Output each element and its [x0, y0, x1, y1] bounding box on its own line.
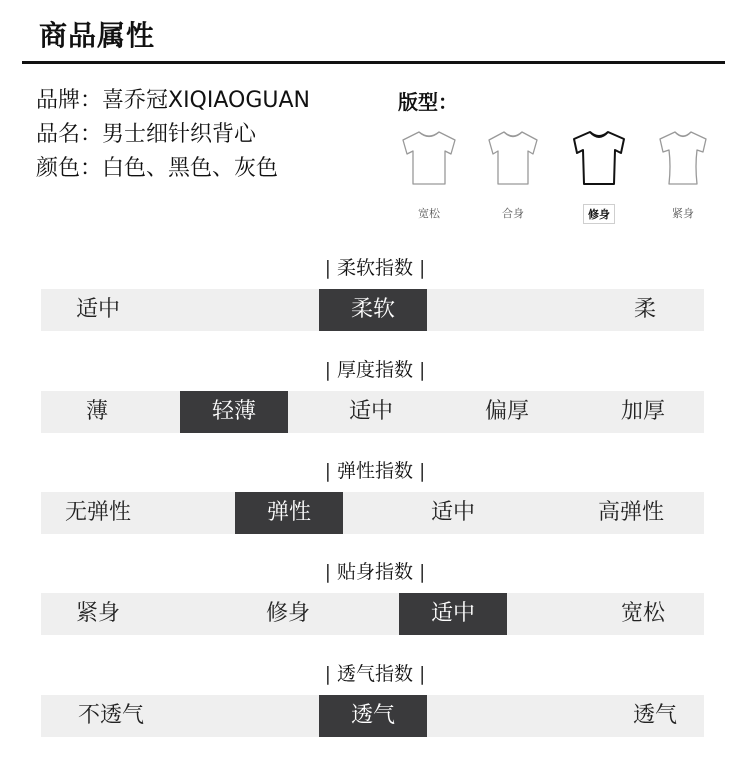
color-line: 颜色：白色、黑色、灰色	[36, 156, 279, 181]
section-title: 商品属性	[39, 19, 156, 52]
thickness-index-title: | 厚度指数 |	[324, 359, 426, 381]
softness-index-title: | 柔软指数 |	[324, 257, 426, 279]
brand-line: 品牌：喜乔冠XIQIAOGUAN	[36, 88, 311, 113]
elasticity-option: 高弹性	[597, 500, 664, 525]
closeness-option: 紧身	[75, 601, 120, 626]
tshirt-regular-icon	[483, 128, 543, 188]
elasticity-option: 适中	[430, 500, 475, 525]
thickness-option: 偏厚	[484, 399, 529, 424]
breathability-option-selected: 透气	[319, 695, 427, 737]
fit-option-loose	[394, 128, 464, 228]
fit-option-regular	[478, 128, 548, 228]
tshirt-tight-icon	[653, 128, 713, 188]
softness-option: 柔	[633, 297, 656, 322]
fit-label: 版型：	[398, 90, 458, 114]
closeness-index-label: 贴身指数	[336, 561, 413, 583]
closeness-index-title: | 贴身指数 |	[324, 561, 426, 583]
thickness-option: 适中	[348, 399, 393, 424]
fit-option-tight	[648, 128, 718, 228]
elasticity-option-selected: 弹性	[235, 492, 343, 534]
tshirt-loose-icon	[399, 128, 459, 188]
elasticity-index-label: 弹性指数	[336, 460, 413, 482]
elasticity-index-title: | 弹性指数 |	[324, 460, 426, 482]
softness-index-label: 柔软指数	[336, 257, 413, 279]
breathability-scale	[41, 695, 704, 737]
thickness-option-selected: 轻薄	[180, 391, 288, 433]
fit-option-slim	[564, 128, 634, 228]
thickness-index-label: 厚度指数	[336, 359, 413, 381]
elasticity-scale	[41, 492, 704, 534]
fit-caption-loose: 宽松	[418, 207, 440, 220]
breathability-index-label: 透气指数	[336, 663, 413, 685]
softness-option: 适中	[75, 297, 120, 322]
fit-caption-tight: 紧身	[672, 207, 694, 220]
closeness-option-selected: 适中	[399, 593, 507, 635]
breathability-option: 不透气	[77, 703, 144, 728]
closeness-option: 修身	[265, 601, 310, 626]
elasticity-option: 无弹性	[64, 500, 131, 525]
thickness-option: 薄	[85, 399, 108, 424]
closeness-scale	[41, 593, 704, 635]
thickness-scale	[41, 391, 704, 433]
fit-caption-slim: 修身	[583, 204, 615, 224]
thickness-option: 加厚	[620, 399, 665, 424]
fit-caption-regular: 合身	[502, 207, 524, 220]
softness-option-selected: 柔软	[319, 289, 427, 331]
tshirt-slim-icon	[569, 128, 629, 188]
product-name-line: 品名：男士细针织背心	[36, 122, 257, 147]
closeness-option: 宽松	[620, 601, 665, 626]
title-divider	[22, 61, 725, 64]
breathability-option: 透气	[632, 703, 677, 728]
breathability-index-title: | 透气指数 |	[324, 663, 426, 685]
softness-scale	[41, 289, 704, 331]
